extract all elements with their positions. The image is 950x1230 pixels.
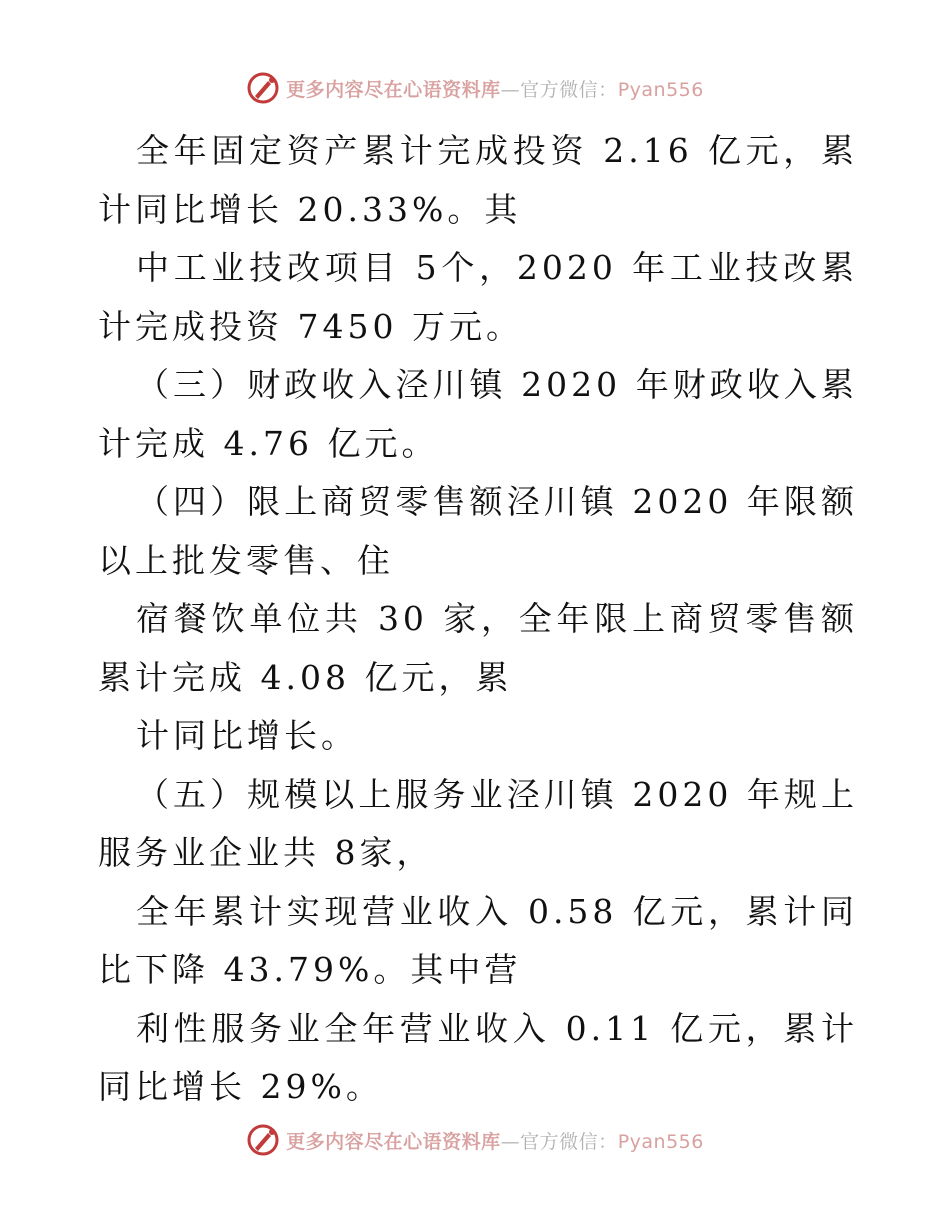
watermark-wechat-label: 官方微信：: [520, 1130, 618, 1153]
paragraph: 全年累计实现营业收入 0.58 亿元，累计同比下降 43.79%。其中营: [98, 891, 858, 989]
watermark-text: [286, 75, 704, 102]
paragraph: （五）规模以上服务业泾川镇 2020 年规上服务业企业共 8家，: [98, 774, 858, 872]
watermark-separator: —: [500, 1130, 521, 1153]
pen-logo-icon: [246, 1123, 280, 1157]
watermark-wechat-id: Pyan556: [617, 1130, 704, 1153]
watermark-text: [286, 1127, 704, 1154]
document-body: [98, 122, 858, 1117]
watermark-brand: 更多内容尽在心语资料库: [286, 78, 501, 101]
paragraph: 全年固定资产累计完成投资 2.16 亿元，累计同比增长 20.33%。其: [98, 131, 858, 229]
paragraph: 中工业技改项目 5个，2020 年工业技改累计完成投资 7450 万元。: [98, 248, 858, 346]
paragraph: 宿餐饮单位共 30 家，全年限上商贸零售额累计完成 4.08 亿元，累: [98, 599, 858, 697]
pen-logo-icon: [246, 71, 280, 105]
paragraph: 利性服务业全年营业收入 0.11 亿元，累计同比增长 29%。: [98, 1008, 858, 1106]
watermark-footer: [0, 1120, 950, 1160]
watermark-brand: 更多内容尽在心语资料库: [286, 1130, 501, 1153]
watermark-wechat-id: Pyan556: [617, 78, 704, 101]
watermark-separator: —: [500, 78, 521, 101]
paragraph: （三）财政收入泾川镇 2020 年财政收入累计完成 4.76 亿元。: [98, 365, 858, 463]
paragraph: （四）限上商贸零售额泾川镇 2020 年限额以上批发零售、住: [98, 482, 858, 580]
watermark-wechat-label: 官方微信：: [520, 78, 618, 101]
paragraph: 计同比增长。: [136, 716, 358, 755]
watermark-header: [0, 68, 950, 108]
